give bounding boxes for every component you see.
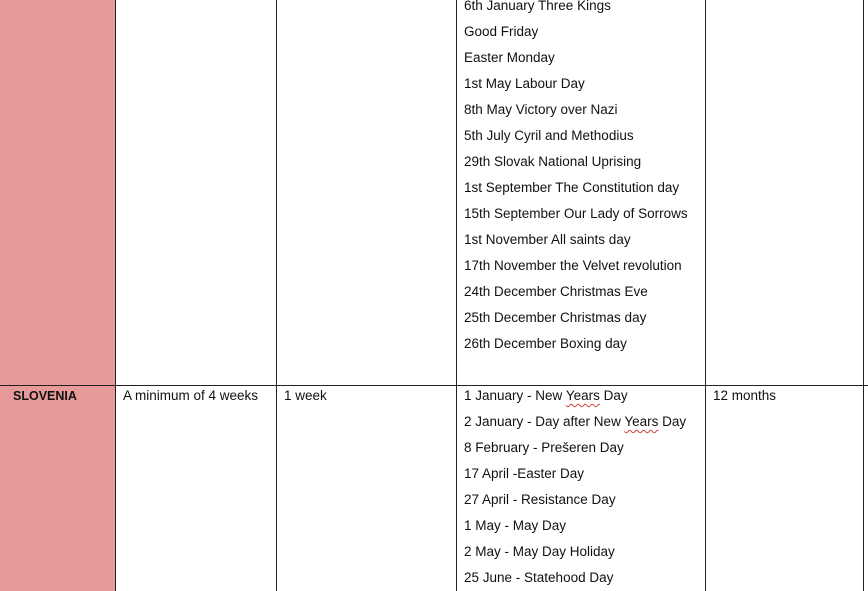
spellcheck-flag: Years: [565, 388, 600, 403]
column-divider: [863, 0, 864, 591]
country-column-shade: [0, 0, 115, 591]
holiday-item: Good Friday: [464, 24, 539, 39]
column-divider: [276, 0, 277, 591]
holiday-item: 1st November All saints day: [464, 232, 631, 247]
holiday-item: 8th May Victory over Nazi: [464, 102, 618, 117]
holiday-item: 1st May Labour Day: [464, 76, 585, 91]
slovenia-holiday-list: [464, 383, 686, 591]
holiday-item: 25 June - Statehood Day: [464, 570, 614, 585]
holiday-item: 1 January - New Years Day: [464, 388, 628, 403]
holiday-item: 1st September The Constitution day: [464, 180, 680, 195]
upper-holiday-list: [464, 0, 688, 357]
second-value-cell: 1 week: [284, 388, 327, 403]
annual-leave-cell: A minimum of 4 weeks: [123, 388, 259, 403]
holiday-item: 2 January - Day after New Years Day: [464, 414, 687, 429]
column-divider: [456, 0, 457, 591]
holiday-item: 17 April -Easter Day: [464, 466, 585, 481]
country-name-cell: SLOVENIA: [13, 389, 77, 403]
holiday-item: 15th September Our Lady of Sorrows: [464, 206, 688, 221]
holiday-item: 24th December Christmas Eve: [464, 284, 648, 299]
holiday-item: 1 May - May Day: [464, 518, 567, 533]
column-divider: [115, 0, 116, 591]
holiday-item: Easter Monday: [464, 50, 555, 65]
holiday-item: 5th July Cyril and Methodius: [464, 128, 634, 143]
holiday-item: 25th December Christmas day: [464, 310, 647, 325]
holiday-item: 27 April - Resistance Day: [464, 492, 616, 507]
spellcheck-flag: Years: [624, 414, 659, 429]
holiday-item: 26th December Boxing day: [464, 336, 627, 351]
holiday-item: 6th January Three Kings: [464, 0, 611, 13]
holiday-item: 17th November the Velvet revolution: [464, 258, 682, 273]
column-divider: [705, 0, 706, 591]
holiday-item: 29th Slovak National Uprising: [464, 154, 642, 169]
duration-cell: 12 months: [713, 388, 777, 403]
holiday-item: 2 May - May Day Holiday: [464, 544, 615, 559]
holiday-item: 8 February - Prešeren Day: [464, 440, 624, 455]
